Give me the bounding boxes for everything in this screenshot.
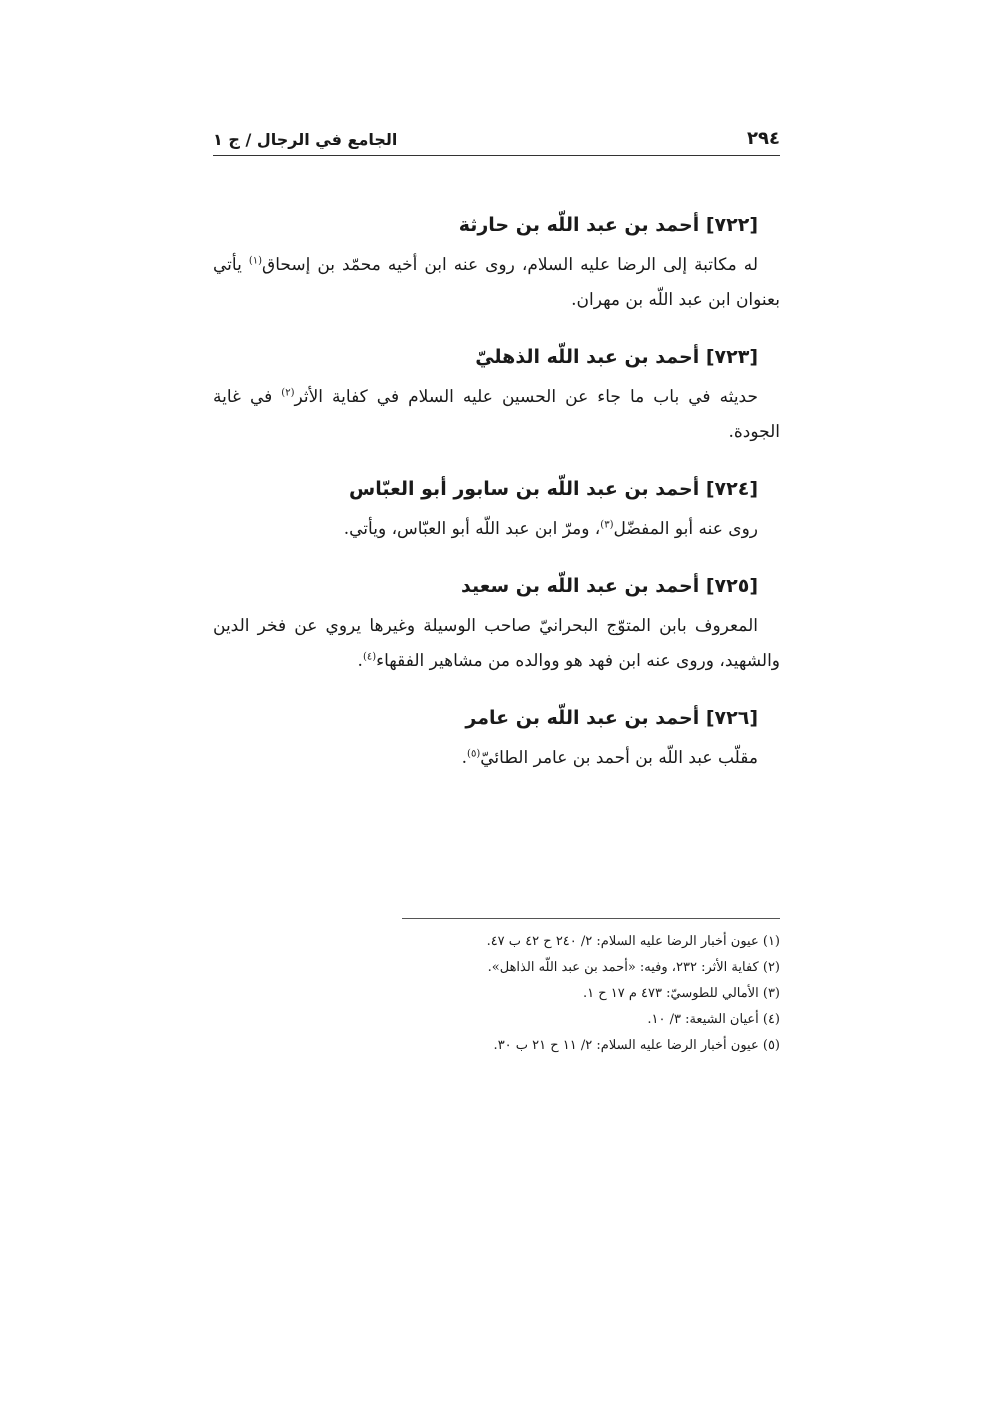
footnote-ref[interactable]: (٣) xyxy=(600,519,614,531)
entry-725 xyxy=(213,569,780,679)
footnote: (٥) عيون أخبار الرضا عليه السلام: ٢/ ١١ ح ٢١ ب ٣٠. xyxy=(493,1038,780,1053)
footnote-ref[interactable]: (٤) xyxy=(362,651,377,663)
book-page xyxy=(213,0,780,1403)
entry-body xyxy=(213,248,780,318)
entry-body xyxy=(213,512,780,547)
footnote: (٢) كفاية الأثر: ٢٣٢، وفيه: «أحمد بن عبد اللّه الذاهل». xyxy=(487,960,780,975)
entries-list xyxy=(213,208,780,798)
entry-heading: [٧٢٣] أحمد بن عبد اللّه الذهليّ xyxy=(475,346,758,368)
entry-text: . xyxy=(461,748,468,768)
footnote-ref[interactable]: (٥) xyxy=(467,748,481,760)
entry-722 xyxy=(213,208,780,318)
footnote-ref[interactable]: (٢) xyxy=(281,387,295,399)
entry-heading: [٧٢٦] أحمد بن عبد اللّه بن عامر xyxy=(465,707,758,729)
entry-body xyxy=(213,741,780,776)
footnote: (٣) الأمالي للطوسيّ: ٤٧٣ م ١٧ ح ١. xyxy=(582,986,780,1001)
footnote: (١) عيون أخبار الرضا عليه السلام: ٢/ ٢٤٠ ح ٤٢ ب ٤٧. xyxy=(486,934,780,949)
footnotes-section xyxy=(213,918,780,1059)
entry-text: يأتي بعنوان ابن عبد اللّه بن مهران. xyxy=(213,255,780,310)
footnote: (٤) أعيان الشيعة: ٣/ ١٠. xyxy=(647,1012,780,1027)
page-number: ٢٩٤ xyxy=(747,128,780,149)
footnote-ref[interactable]: (١) xyxy=(248,255,263,267)
entry-726 xyxy=(213,701,780,776)
entry-heading: [٧٢٢] أحمد بن عبد اللّه بن حارثة xyxy=(458,214,758,236)
entry-heading: [٧٢٤] أحمد بن عبد اللّه بن سابور أبو العبّاس xyxy=(349,478,758,500)
entry-text: . xyxy=(357,651,363,671)
entry-text: ، ومرّ ابن عبد اللّه أبو العبّاس، ويأتي. xyxy=(343,519,601,539)
entry-text: حديثه في باب ما جاء عن الحسين عليه السلام في كفاية الأثر xyxy=(294,387,758,407)
entry-heading: [٧٢٥] أحمد بن عبد اللّه بن سعيد xyxy=(460,575,758,597)
entry-body xyxy=(213,609,780,679)
entry-body xyxy=(213,380,780,450)
entry-text: في غاية الجودة. xyxy=(213,387,780,442)
running-header xyxy=(213,120,780,156)
book-title: الجامع في الرجال / ج ١ xyxy=(213,130,398,149)
entry-text: مقلّب عبد اللّه بن أحمد بن عامر الطائيّ xyxy=(480,748,758,768)
footnote-divider xyxy=(402,918,780,919)
entry-text: روى عنه أبو المفضّل xyxy=(613,519,758,539)
entry-text: المعروف بابن المتوّج البحرانيّ صاحب الوسيلة وغيرها يروي عن فخر الدين والشهيد، وروى عنه ابن فهد هو ووالده من مشاهير الفقهاء xyxy=(213,616,780,671)
entry-text: له مكاتبة إلى الرضا عليه السلام، روى عنه ابن أخيه محمّد بن إسحاق xyxy=(262,255,759,275)
entry-723 xyxy=(213,340,780,450)
entry-724 xyxy=(213,472,780,547)
